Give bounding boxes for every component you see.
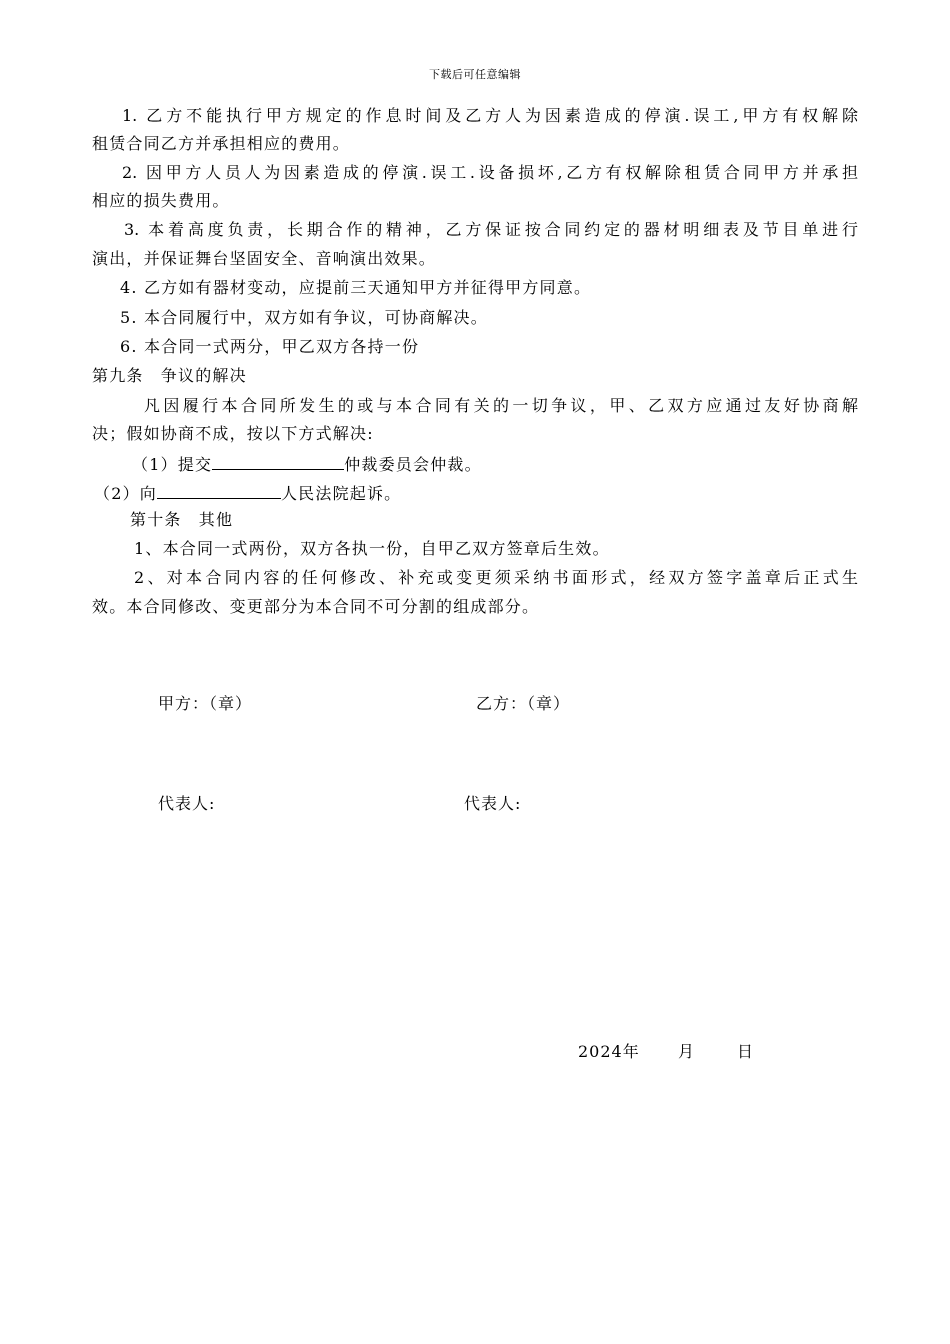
- article-10-item-2-line-2: 效。本合同修改、变更部分为本合同不可分割的组成部分。: [92, 597, 540, 616]
- article-9-option-1: [132, 453, 482, 475]
- article-9-para-line-1: 凡因履行本合同所发生的或与本合同有关的一切争议，甲、乙双方应通过友好协商解: [144, 396, 858, 415]
- option-2-suffix: 人民法院起诉。: [280, 484, 402, 503]
- article-9-para-line-2: 决；假如协商不成，按以下方式解决:: [92, 424, 374, 443]
- clause-1-line-1: 1. 乙方不能执行甲方规定的作息时间及乙方人为因素造成的停演.误工,甲方有权解除: [122, 106, 858, 125]
- article-10-item-1: 1、本合同一式两份，双方各执一份，自甲乙双方签章后生效。: [134, 539, 610, 558]
- option-1-prefix: （1）提交: [132, 455, 213, 474]
- option-1-suffix: 仲裁委员会仲裁。: [344, 455, 482, 474]
- clause-1-line-2: 租赁合同乙方并承担相应的费用。: [92, 134, 351, 153]
- clause-6: 6. 本合同一式两分，甲乙双方各持一份: [120, 337, 420, 356]
- article-9-option-2: [94, 482, 401, 504]
- party-b-representative: 代表人:: [464, 794, 522, 813]
- option-2-prefix: （2）向: [94, 484, 157, 503]
- clause-3-line-2: 演出，并保证舞台坚固安全、音响演出效果。: [92, 249, 437, 268]
- party-a-representative: 代表人:: [158, 794, 216, 813]
- court-blank[interactable]: [157, 482, 281, 499]
- date-month: 月: [678, 1042, 696, 1061]
- date-year: 2024年: [578, 1042, 640, 1061]
- date-day: 日: [737, 1042, 755, 1061]
- party-b-seal: 乙方：（章）: [476, 694, 571, 713]
- header-note: 下载后可任意编辑: [429, 68, 521, 81]
- clause-3-line-1: 3. 本着高度负责，长期合作的精神，乙方保证按合同约定的器材明细表及节目单进行: [124, 220, 858, 239]
- article-10-item-2-line-1: 2、对本合同内容的任何修改、补充或变更须采纳书面形式，经双方签字盖章后正式生: [134, 568, 858, 587]
- clause-5: 5. 本合同履行中，双方如有争议，可协商解决。: [120, 308, 488, 327]
- clause-2-line-2: 相应的损失费用。: [92, 191, 230, 210]
- arbitration-committee-blank[interactable]: [212, 453, 344, 470]
- party-a-seal: 甲方：（章）: [158, 694, 253, 713]
- clause-4: 4. 乙方如有器材变动，应提前三天通知甲方并征得甲方同意。: [120, 278, 592, 297]
- article-10-title: 第十条 其他: [130, 510, 234, 529]
- article-9-title: 第九条 争议的解决: [92, 366, 247, 385]
- clause-2-line-1: 2. 因甲方人员人为因素造成的停演.误工.设备损坏,乙方有权解除租赁合同甲方并承担: [122, 163, 858, 182]
